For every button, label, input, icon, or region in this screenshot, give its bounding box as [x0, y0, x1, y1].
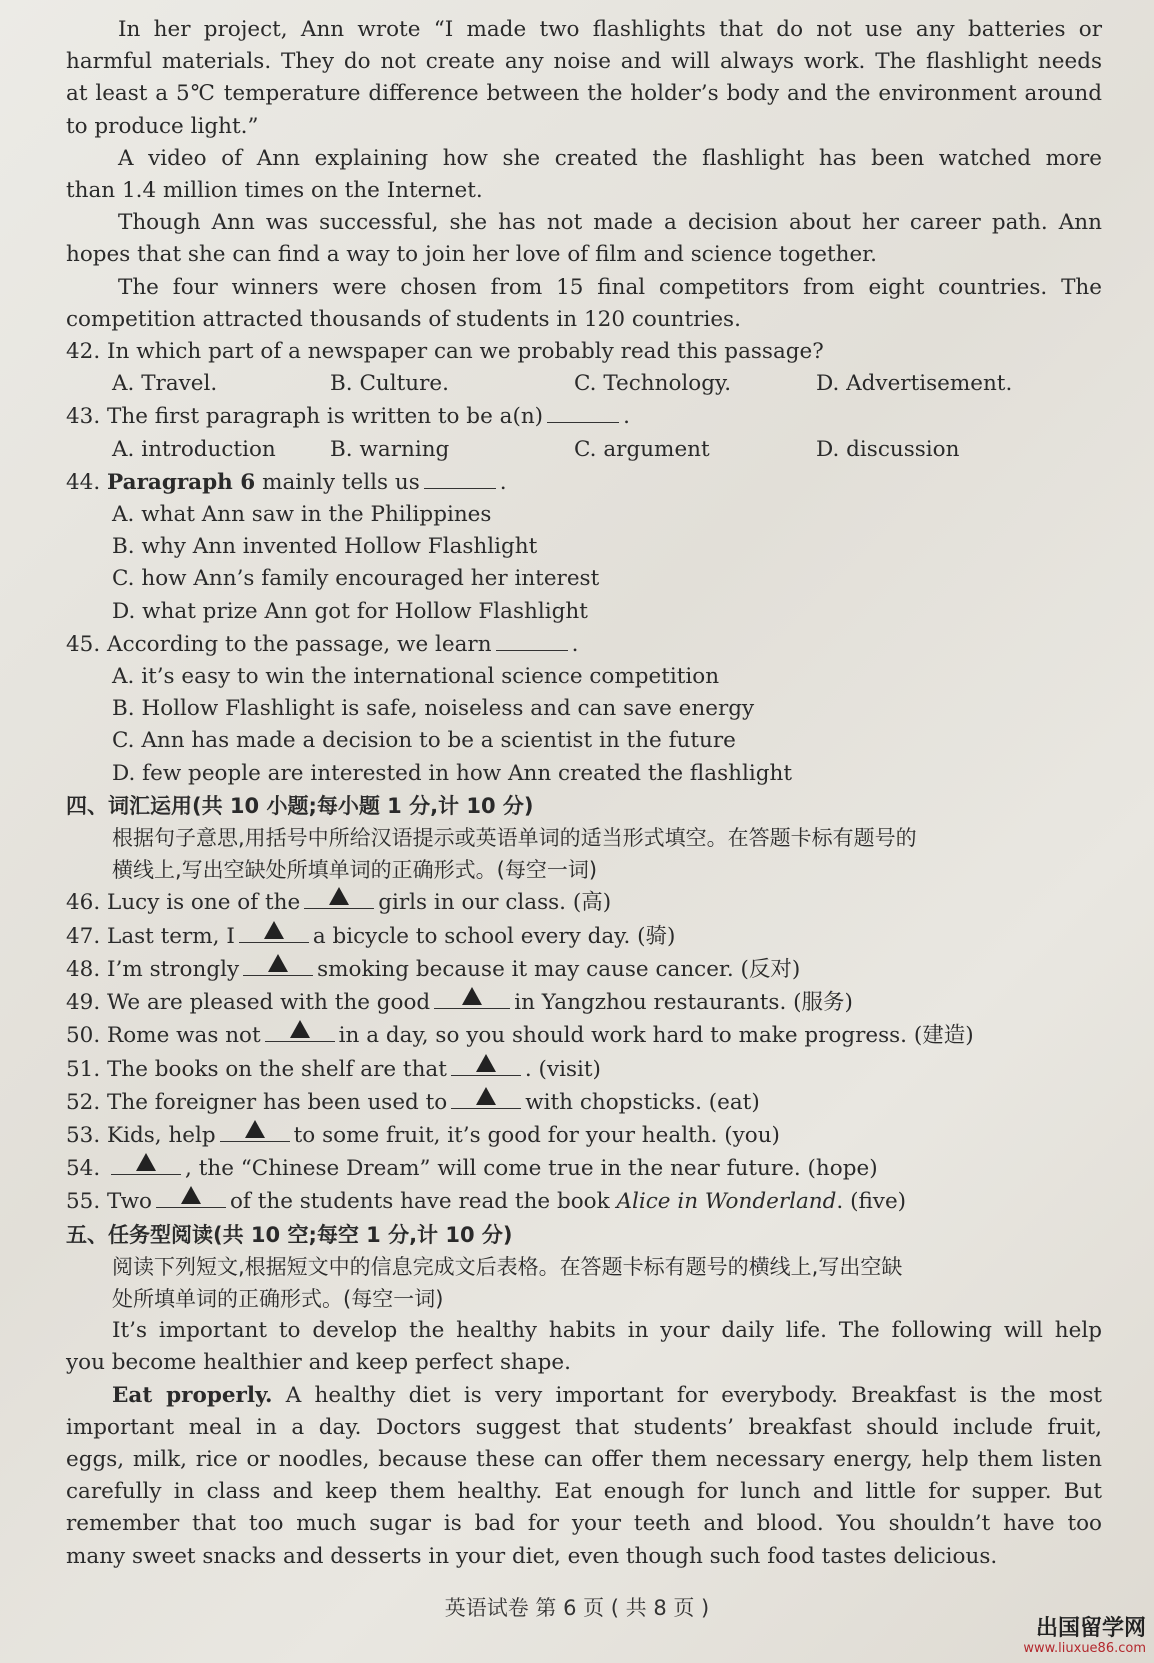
triangle-icon [264, 921, 284, 939]
text-line: to produce light.” [66, 113, 259, 139]
triangle-icon [290, 1020, 310, 1038]
text-line: hopes that she can find a way to join her love of film and science together. [66, 242, 877, 268]
section-heading: 四、词汇运用(共 10 小题;每小题 1 分,计 10 分) [66, 793, 534, 818]
vocab-item: 46. Lucy is one of the girls in our class. (高) [66, 886, 1102, 919]
section-instruction: 横线上,写出空缺处所填单词的正确形式。(每空一词) [112, 858, 598, 883]
section-instruction: 处所填单词的正确形式。(每空一词) [112, 1286, 444, 1311]
answer-blank [239, 920, 309, 943]
passage-paragraph [66, 143, 1102, 207]
triangle-icon [329, 887, 349, 905]
option-b: B. Culture. [330, 371, 449, 397]
vocab-item: 54. , the “Chinese Dream” will come true in the near future. (hope) [66, 1152, 1102, 1185]
section-vocabulary [66, 790, 1102, 1219]
vocab-item: 51. The books on the shelf are that . (visit) [66, 1053, 1102, 1086]
triangle-icon [476, 1087, 496, 1105]
section-instruction: 阅读下列短文,根据短文中的信息完成文后表格。在答题卡标有题号的横线上,写出空缺 [112, 1254, 903, 1279]
option-d: D. discussion [816, 436, 960, 462]
text-line: than 1.4 million times on the Internet. [66, 178, 483, 204]
answer-blank [451, 1053, 521, 1076]
section-heading: 五、任务型阅读(共 10 空;每空 1 分,计 10 分) [66, 1222, 513, 1247]
text-line: many sweet snacks and desserts in your diet, even though such food tastes delicious. [66, 1543, 998, 1569]
text-line: It’s important to develop the healthy habits in your daily life. The following will help [112, 1318, 1102, 1344]
text-line: important meal in a day. Doctors suggest that students’ breakfast should include fruit, [66, 1414, 1102, 1440]
triangle-icon [476, 1054, 496, 1072]
question-43: 43. The first paragraph is written to be a(n) . A. introduction B. warning C. argument D. discussion [66, 400, 1102, 465]
option-a: A. introduction [112, 436, 276, 462]
question-number: 45. [66, 631, 101, 657]
text-line: The four winners were chosen from 15 final competitors from eight countries. The [118, 274, 1102, 300]
answer-blank [424, 466, 496, 489]
text-line: competition attracted thousands of students in 120 countries. [66, 306, 741, 332]
option-b: B. why Ann invented Hollow Flashlight [112, 534, 538, 560]
triangle-icon [136, 1153, 156, 1171]
option-c: C. argument [574, 436, 710, 462]
vocab-item: 50. Rome was not in a day, so you should work hard to make progress. (建造) [66, 1019, 1102, 1052]
triangle-icon [462, 987, 482, 1005]
question-stem-bold: Paragraph 6 [107, 469, 256, 495]
page-content [66, 14, 1102, 1573]
watermark-logo: 出国留学网 [1035, 1616, 1146, 1641]
question-number: 42. [66, 339, 101, 365]
option-c: C. Technology. [574, 371, 732, 397]
answer-blank [220, 1119, 290, 1142]
vocab-item: 55. Two of the students have read the book Alice in Wonderland. (five) [66, 1185, 1102, 1218]
vocab-item: 47. Last term, I a bicycle to school every day. (骑) [66, 920, 1102, 953]
text-line: you become healthier and keep perfect shape. [66, 1350, 571, 1376]
option-c: C. how Ann’s family encouraged her interest [112, 566, 600, 592]
vocab-item: 53. Kids, help to some fruit, it’s good for your health. (you) [66, 1119, 1102, 1152]
passage-paragraph [66, 272, 1102, 336]
triangle-icon [181, 1186, 201, 1204]
option-d: D. few people are interested in how Ann created the flashlight [112, 760, 792, 786]
answer-blank [111, 1152, 181, 1175]
passage-paragraph [66, 207, 1102, 271]
section-task-reading [66, 1219, 1102, 1573]
option-b: B. warning [330, 436, 450, 462]
answer-blank [434, 986, 510, 1009]
triangle-icon [268, 954, 288, 972]
answer-blank [496, 628, 568, 651]
answer-blank [304, 886, 374, 909]
text-line: carefully in class and keep them healthy. Eat enough for lunch and little for supper. But [66, 1479, 1102, 1505]
option-a: A. it’s easy to win the international science competition [112, 664, 720, 690]
question-number: 43. [66, 404, 101, 430]
text-line: In her project, Ann wrote “I made two flashlights that do not use any batteries or [118, 17, 1102, 42]
passage-paragraph [66, 14, 1102, 143]
text-line: at least a 5℃ temperature difference between the holder’s body and the environment around [66, 81, 1102, 107]
question-stem: According to the passage, we learn [107, 631, 492, 657]
answer-blank [451, 1086, 521, 1109]
text-line: Eat properly. A healthy diet is very important for everybody. Breakfast is the most [112, 1382, 1102, 1408]
site-watermark [1023, 1617, 1146, 1657]
question-stem: The first paragraph is written to be a(n) [107, 404, 544, 430]
question-stem: In which part of a newspaper can we probably read this passage? [107, 339, 824, 365]
watermark-url: www.liuxue86.com [1023, 1641, 1146, 1656]
paragraph-lead: Eat properly. [112, 1382, 273, 1408]
question-number: 44. [66, 469, 101, 495]
text-line: eggs, milk, rice or noodles, because these can offer them necessary energy, help them listen [66, 1446, 1102, 1472]
question-stem: mainly tells us [262, 469, 420, 495]
text-line: remember that too much sugar is bad for your teeth and blood. You shouldn’t have too [66, 1511, 1102, 1537]
page-footer: 英语试卷 第 6 页 ( 共 8 页 ) [444, 1596, 710, 1620]
answer-blank [547, 400, 619, 423]
answer-blank [156, 1185, 226, 1208]
book-title: Alice in Wonderland [616, 1189, 837, 1215]
vocab-item: 52. The foreigner has been used to with chopsticks. (eat) [66, 1086, 1102, 1119]
answer-blank [265, 1019, 335, 1042]
text-line: A video of Ann explaining how she created the flashlight has been watched more [118, 145, 1102, 171]
option-a: A. what Ann saw in the Philippines [112, 502, 492, 528]
triangle-icon [245, 1120, 265, 1138]
vocab-item: 49. We are pleased with the good in Yangzhou restaurants. (服务) [66, 986, 1102, 1019]
text-line: harmful materials. They do not create any noise and will always work. The flashlight needs [66, 49, 1102, 75]
option-d: D. Advertisement. [816, 371, 1013, 397]
answer-blank [243, 953, 313, 976]
option-a: A. Travel. [112, 371, 218, 397]
section-instruction: 根据句子意思,用括号中所给汉语提示或英语单词的适当形式填空。在答题卡标有题号的 [112, 826, 917, 851]
question-42 [66, 336, 1102, 400]
option-c: C. Ann has made a decision to be a scientist in the future [112, 728, 736, 754]
question-45: 45. According to the passage, we learn . A. it’s easy to win the international science competition B. Hollow Flashlight is safe, noiseless and can save energy C. Ann has made a decision to be a scientist in the future D. few people are interested in how Ann created the flashlight [66, 628, 1102, 790]
vocab-item: 48. I’m strongly smoking because it may cause cancer. (反对) [66, 953, 1102, 986]
option-d: D. what prize Ann got for Hollow Flashlight [112, 598, 588, 624]
text-line: Though Ann was successful, she has not made a decision about her career path. Ann [118, 210, 1102, 236]
option-b: B. Hollow Flashlight is safe, noiseless and can save energy [112, 696, 755, 722]
question-44: 44. Paragraph 6 mainly tells us . A. what Ann saw in the Philippines B. why Ann invented Hollow Flashlight C. how Ann’s family encouraged her interest D. what prize Ann got for Hollow Flashlight [66, 466, 1102, 628]
